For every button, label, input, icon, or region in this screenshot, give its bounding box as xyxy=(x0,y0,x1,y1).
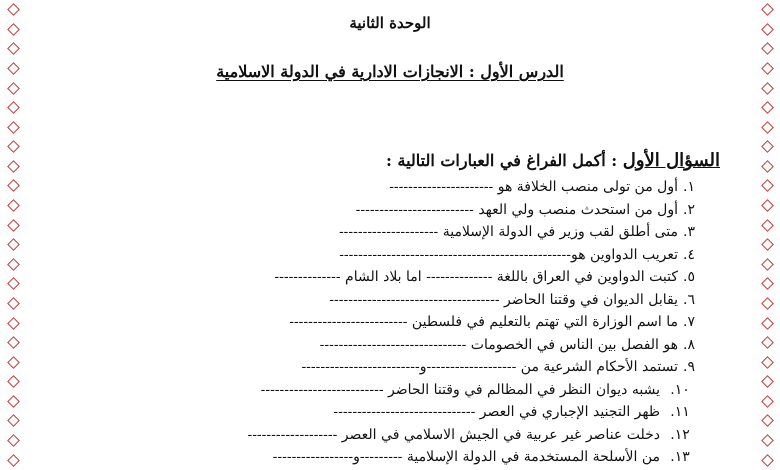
item-text: يشبه ديوان النظر في المظالم في وقتنا الحاضر -------------------------- xyxy=(260,381,660,398)
list-item xyxy=(40,311,700,334)
worksheet-page xyxy=(40,0,740,470)
item-text: دخلت عناصر غير عربية في الجيش الاسلامي في العصر ------------------- xyxy=(247,426,660,443)
list-item xyxy=(40,446,700,469)
item-text: ما اسم الوزارة التي تهتم بالتعليم في فلسطين ------------------------- xyxy=(289,314,678,330)
item-text: تعريب الدواوين هو------------------------------------------------- xyxy=(339,246,678,263)
list-item xyxy=(40,244,700,267)
item-number: ٦. xyxy=(683,291,695,308)
item-text: تستمد الأحكام الشرعية من -------------------و------------------------- xyxy=(301,359,678,375)
lesson-title: الدرس الأول : الانجازات الادارية في الدولة الاسلامية xyxy=(216,62,564,81)
item-number: ١٣. xyxy=(670,449,690,465)
item-text: هو الفصل بين الناس في الخصومات ------------------------------- xyxy=(319,336,678,353)
item-text: يقابل الديوان في وقتنا الحاضر ------------------------------------ xyxy=(329,291,678,308)
list-item xyxy=(40,356,700,379)
list-item xyxy=(40,266,700,289)
list-item xyxy=(40,221,700,244)
item-number: ٥. xyxy=(683,269,695,285)
item-number: ١٢. xyxy=(670,426,690,443)
item-number: ٢. xyxy=(683,201,695,218)
item-number: ٩. xyxy=(683,359,695,375)
item-text: أول من استحدث منصب ولي العهد ------------------------- xyxy=(355,201,678,218)
question-instruction: : أكمل الفراغ في العبارات التالية : xyxy=(386,151,618,170)
item-number: ١١. xyxy=(670,404,690,420)
item-text: من الأسلحة المستخدمة في الدولة الإسلامية ---------و----------------- xyxy=(272,449,660,465)
item-number: ٣. xyxy=(683,224,695,240)
question-label: السؤال الأول xyxy=(622,150,720,171)
list-item xyxy=(40,401,700,424)
list-item xyxy=(40,176,700,199)
list-item xyxy=(40,334,700,357)
question-items-list xyxy=(40,176,700,469)
page-border-left xyxy=(6,0,20,470)
list-item xyxy=(40,199,700,222)
item-number: ١٠. xyxy=(670,381,690,398)
item-number: ٧. xyxy=(683,314,695,330)
lesson-title-wrapper xyxy=(40,62,740,81)
list-item xyxy=(40,289,700,312)
list-item xyxy=(40,379,700,402)
item-text: أول من تولى منصب الخلافة هو ---------------------- xyxy=(389,179,678,195)
item-text: كتبت الدواوين في العراق باللغة -------------- اما بلاد الشام -------------- xyxy=(274,269,678,285)
item-text: ظهر التجنيد الإجباري في العصر ------------------------------ xyxy=(333,404,660,420)
item-number: ١. xyxy=(683,179,695,195)
question-heading xyxy=(386,150,720,171)
item-number: ٤. xyxy=(683,246,695,263)
item-number: ٨. xyxy=(683,336,695,353)
list-item xyxy=(40,424,700,447)
unit-title: الوحدة الثانية xyxy=(349,14,431,32)
item-text: متى أطلق لقب وزير في الدولة الإسلامية --------------------- xyxy=(338,224,678,240)
page-border-right xyxy=(760,0,774,470)
